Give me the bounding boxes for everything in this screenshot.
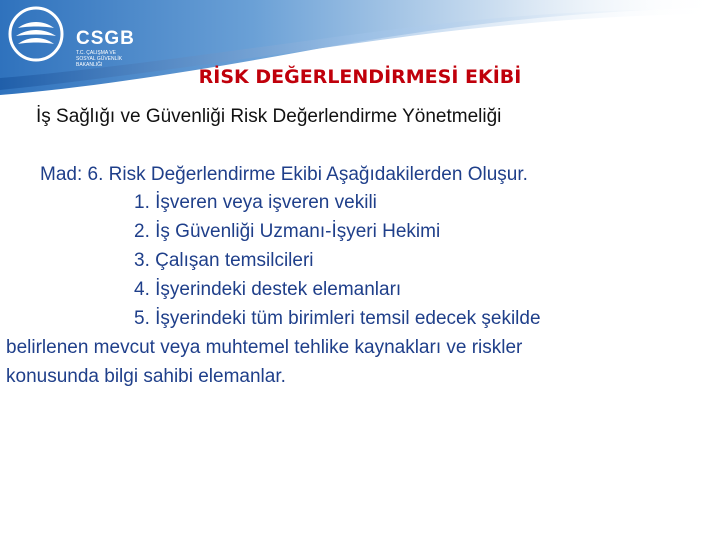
list-item: 5. İşyerindeki tüm birimleri temsil edecek şekilde — [134, 308, 541, 329]
logo-subtitle-line: T.C. ÇALIŞMA VE — [76, 50, 117, 56]
logo-emblem-icon — [8, 6, 64, 62]
logo-subtitle-line: BAKANLIĞI — [76, 62, 103, 68]
list-item: 2. İş Güvenliği Uzmanı-İşyeri Hekimi — [134, 221, 441, 242]
list-item: 1. İşveren veya işveren vekili — [134, 192, 377, 213]
ministry-logo — [8, 6, 168, 70]
list-item-continuation: belirlenen mevcut veya muhtemel tehlike kaynakları ve riskler — [6, 337, 523, 358]
logo-subtitle-line: SOSYAL GÜVENLİK — [76, 56, 123, 62]
slide-subtitle: İş Sağlığı ve Güvenliği Risk Değerlendirme Yönetmeliği — [36, 106, 502, 127]
slide-title: RİSK DEĞERLENDİRMESİ EKİBİ — [198, 66, 522, 88]
list-item-continuation: konusunda bilgi sahibi elemanlar. — [6, 366, 286, 387]
logo-text: CSGB — [76, 28, 135, 49]
article-intro: Mad: 6. Risk Değerlendirme Ekibi Aşağıdakilerden Oluşur. — [40, 164, 528, 185]
list-item: 4. İşyerindeki destek elemanları — [134, 279, 402, 300]
list-item: 3. Çalışan temsilcileri — [134, 250, 314, 271]
